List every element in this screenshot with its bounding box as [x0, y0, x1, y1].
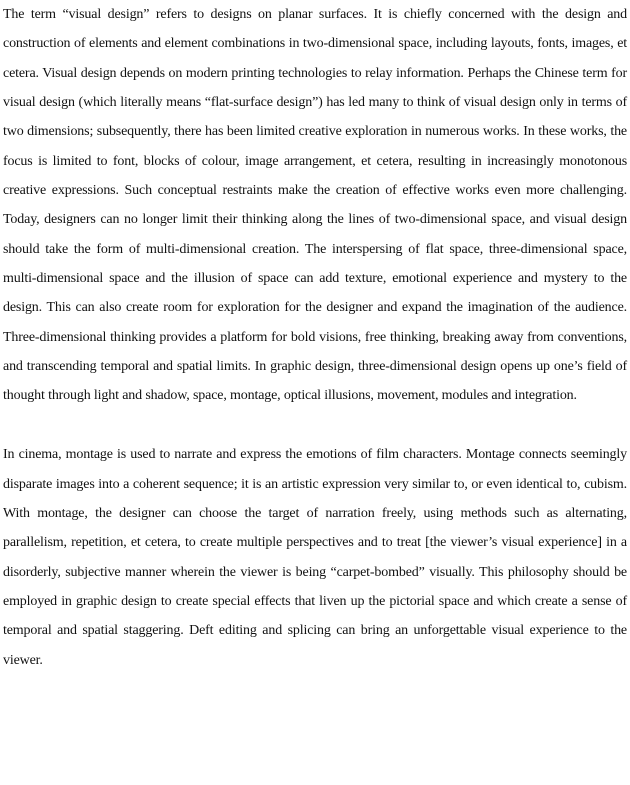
- paragraph-montage: In cinema, montage is used to narrate and express the emotions of film characters. Montage connects seemingly disparate images into a coherent sequence; it is an artistic expression very similar to, or even identical to, cubism. With montage, the designer can choose the target of narration freely, using methods such as alternating, parallelism, repetition, et cetera, to create multiple perspectives and to treat [the viewer’s visual experience] in a disorderly, subjective manner wherein the viewer is being “carpet-bombed” visually. This philosophy should be employed in graphic design to create special effects that liven up the pictorial space and which create a sense of temporal and spatial staggering. Deft editing and splicing can bring an unforgettable visual experience to the viewer.: [3, 447, 627, 668]
- paragraph-visual-design: The term “visual design” refers to designs on planar surfaces. It is chiefly concerned with the design and construction of elements and element combinations in two-dimensional space, including layouts, fonts, images, et cetera. Visual design depends on modern printing technologies to relay information. Perhaps the Chinese term for visual design (which literally means “flat-surface design”) has led many to think of visual design only in terms of two dimensions; subsequently, there has been limited creative exploration in numerous works. In these works, the focus is limited to font, blocks of colour, image arrangement, et cetera, resulting in increasingly monotonous creative expressions. Such conceptual restraints make the creation of effective works even more challenging. Today, designers can no longer limit their thinking along the lines of two-dimensional space, and visual design should take the form of multi-dimensional creation. The interspersing of flat space, three-dimensional space, multi-dimensional space and the illusion of space can add texture, emotional experience and mystery to the design. This can also create room for exploration for the designer and expand the imagination of the audience. Three-dimensional thinking provides a platform for bold visions, free thinking, breaking away from conventions, and transcending temporal and spatial limits. In graphic design, three-dimensional design opens up one’s field of thought through light and shadow, space, montage, optical illusions, movement, modules and integration.: [3, 7, 627, 404]
